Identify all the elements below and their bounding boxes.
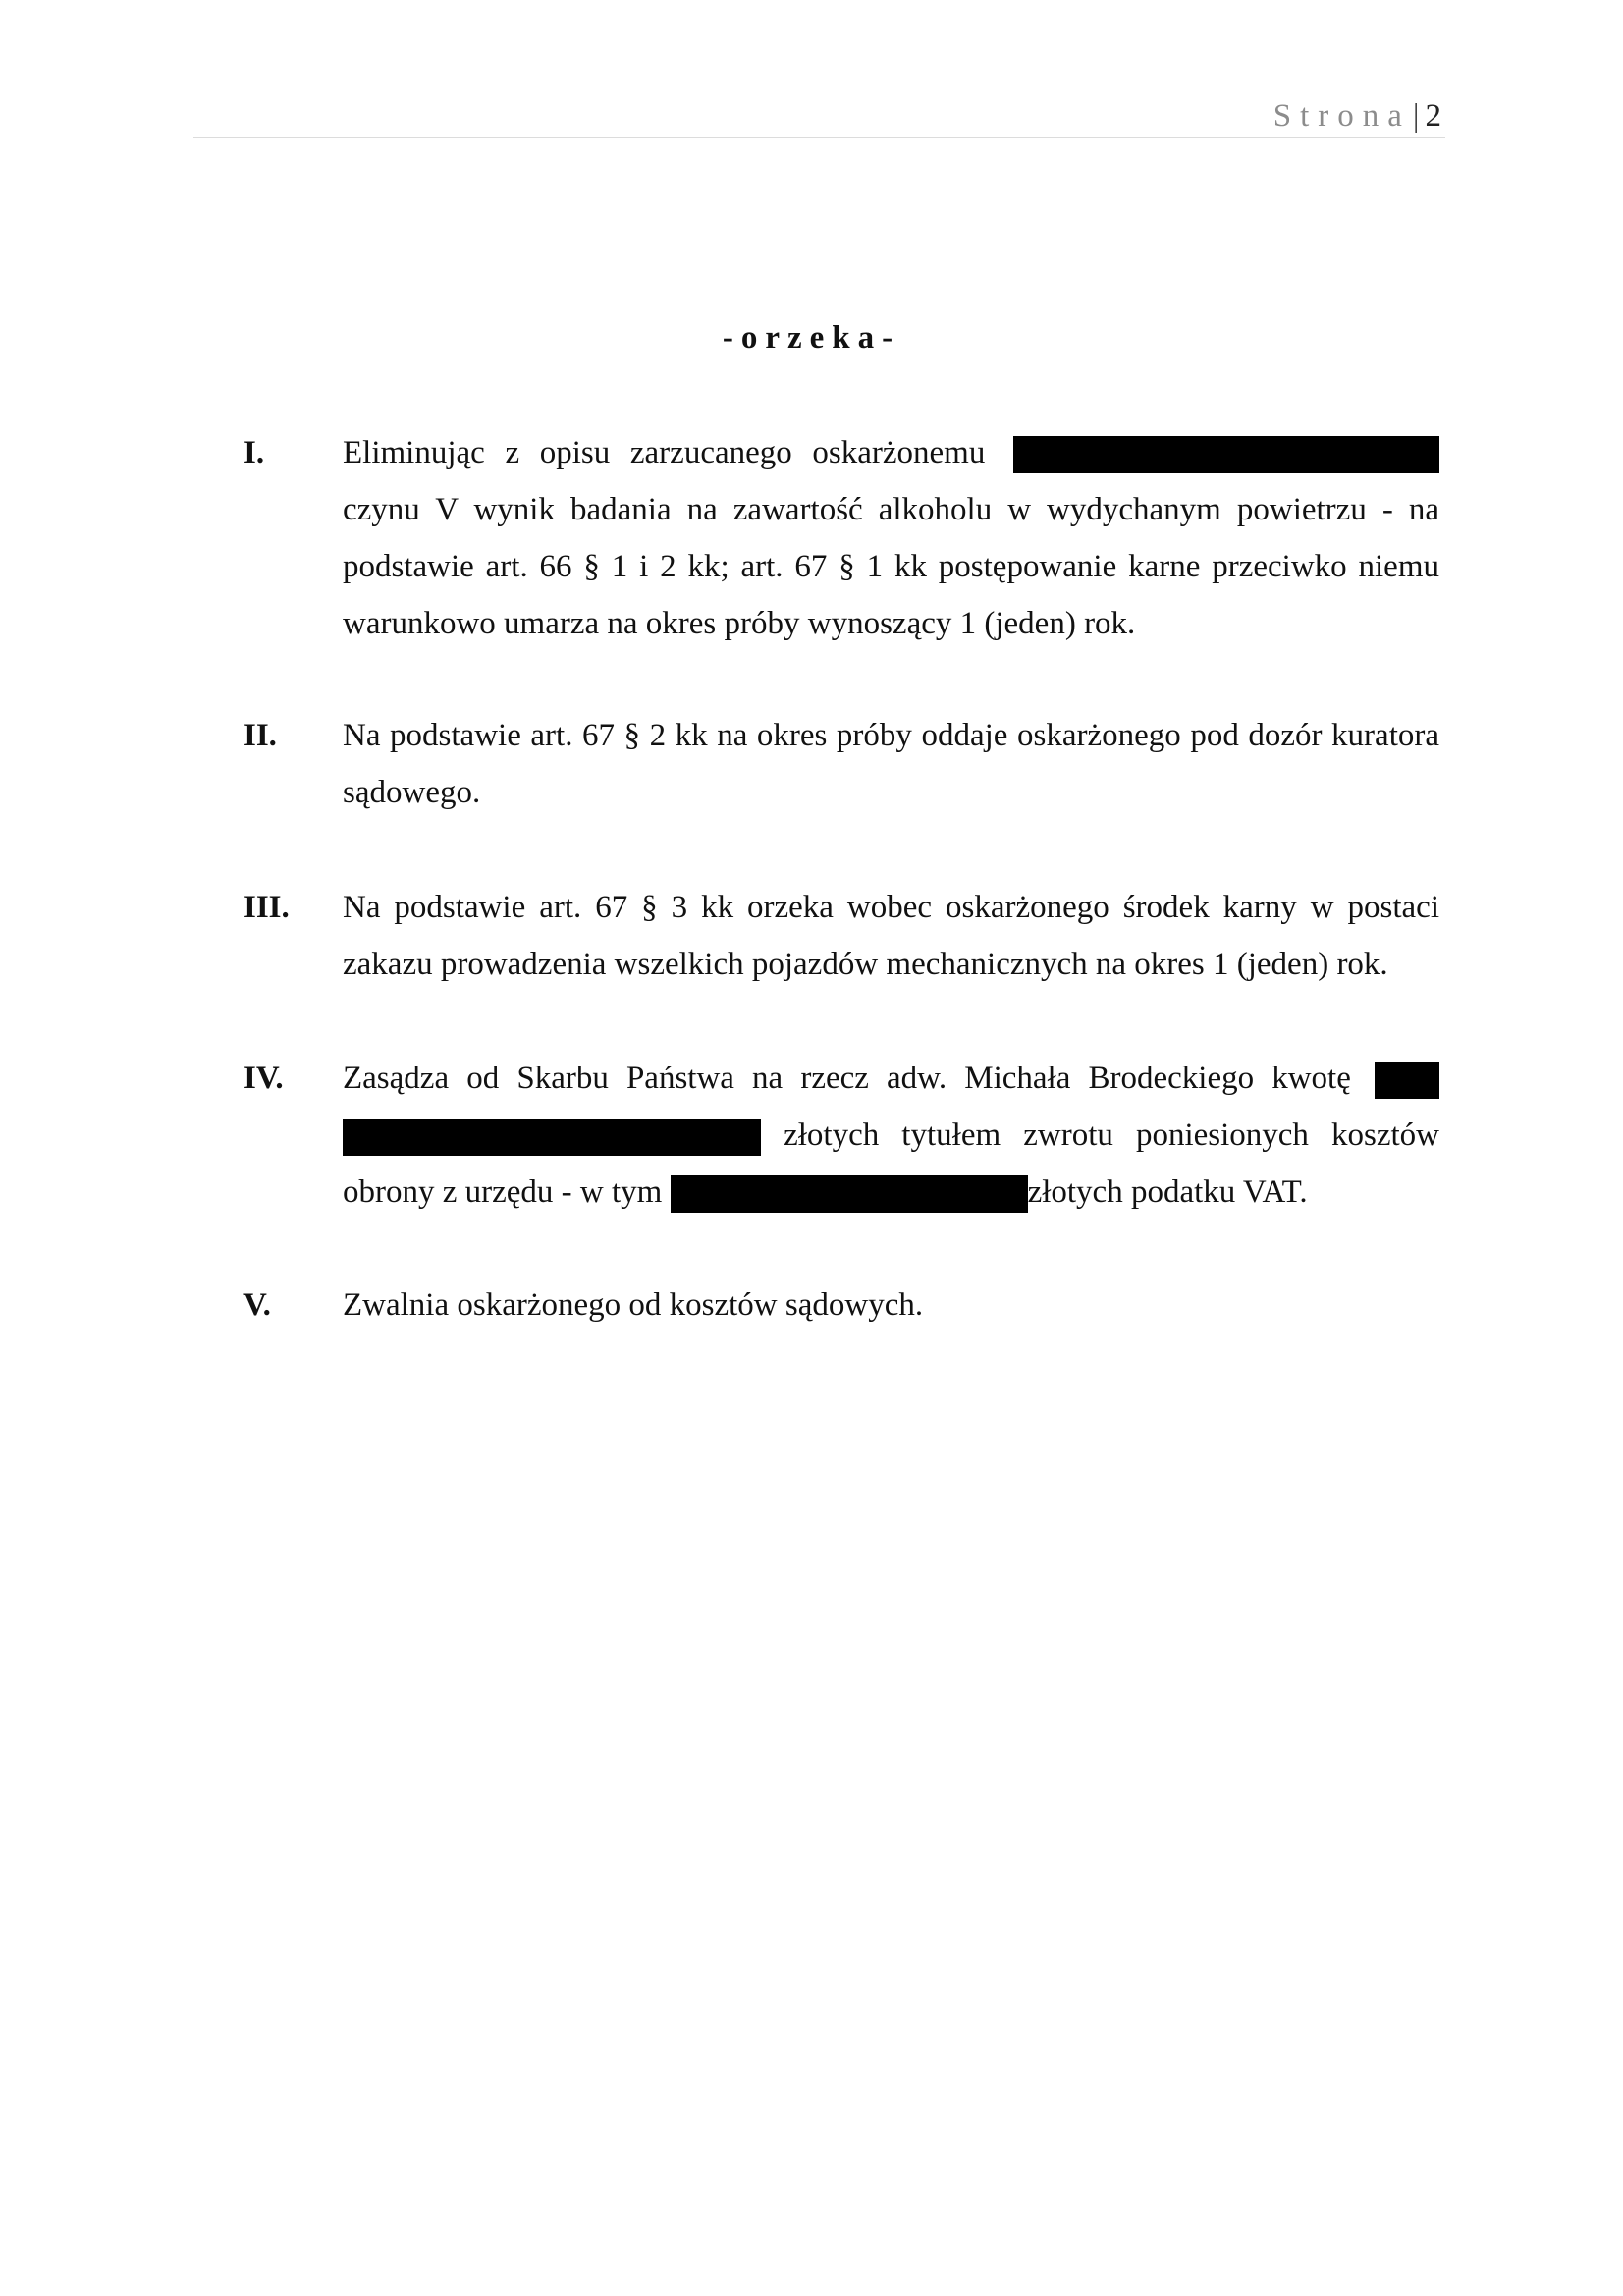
- verdict-heading: -orzeka-: [722, 320, 901, 355]
- item-number: I.: [243, 435, 265, 470]
- item-text-part2: złotych tytułem zwrotu poniesionych kosztów obrony z urzędu - w tym: [343, 1118, 1439, 1210]
- item-text: [343, 1050, 1439, 1221]
- item-text: [343, 424, 1439, 652]
- item-text-rest: czynu V wynik badania na zawartość alkoholu w wydychanym powietrzu - na podstawie art. 66 § 1 i 2 kk; art. 67 § 1 kk postępowanie karne przeciwko niemu warunkowo umarza na okres próby wynoszący 1 (jeden) rok.: [343, 492, 1439, 641]
- redaction-box: [343, 1119, 761, 1156]
- item-text: Na podstawie art. 67 § 2 kk na okres próby oddaje oskarżonego pod dozór kuratora sądowego.: [343, 718, 1439, 810]
- item-number: V.: [243, 1287, 271, 1323]
- page-number-label: [1273, 94, 1441, 137]
- page-header: [193, 94, 1445, 138]
- item-text: Na podstawie art. 67 § 3 kk orzeka wobec oskarżonego środek karny w postaci zakazu prowadzenia wszelkich pojazdów mechanicznych na okres 1 (jeden) rok.: [343, 890, 1439, 982]
- redaction-box: [671, 1175, 1028, 1213]
- redaction-box: [1013, 436, 1439, 473]
- item-number: III.: [243, 890, 290, 925]
- item-text-part3: złotych podatku VAT.: [1027, 1175, 1308, 1210]
- item-text-part1: Zasądza od Skarbu Państwa na rzecz adw. Michała Brodeckiego kwotę: [343, 1061, 1351, 1096]
- item-text-line1: Eliminując z opisu zarzucanego oskarżonemu: [343, 435, 986, 470]
- redaction-box: [1375, 1062, 1439, 1099]
- page-separator: |: [1412, 98, 1420, 134]
- item-text: Zwalnia oskarżonego od kosztów sądowych.: [343, 1287, 924, 1323]
- item-number: IV.: [243, 1061, 284, 1096]
- page-number: 2: [1425, 98, 1441, 134]
- page-label: Strona: [1272, 98, 1411, 134]
- item-number: II.: [243, 718, 277, 753]
